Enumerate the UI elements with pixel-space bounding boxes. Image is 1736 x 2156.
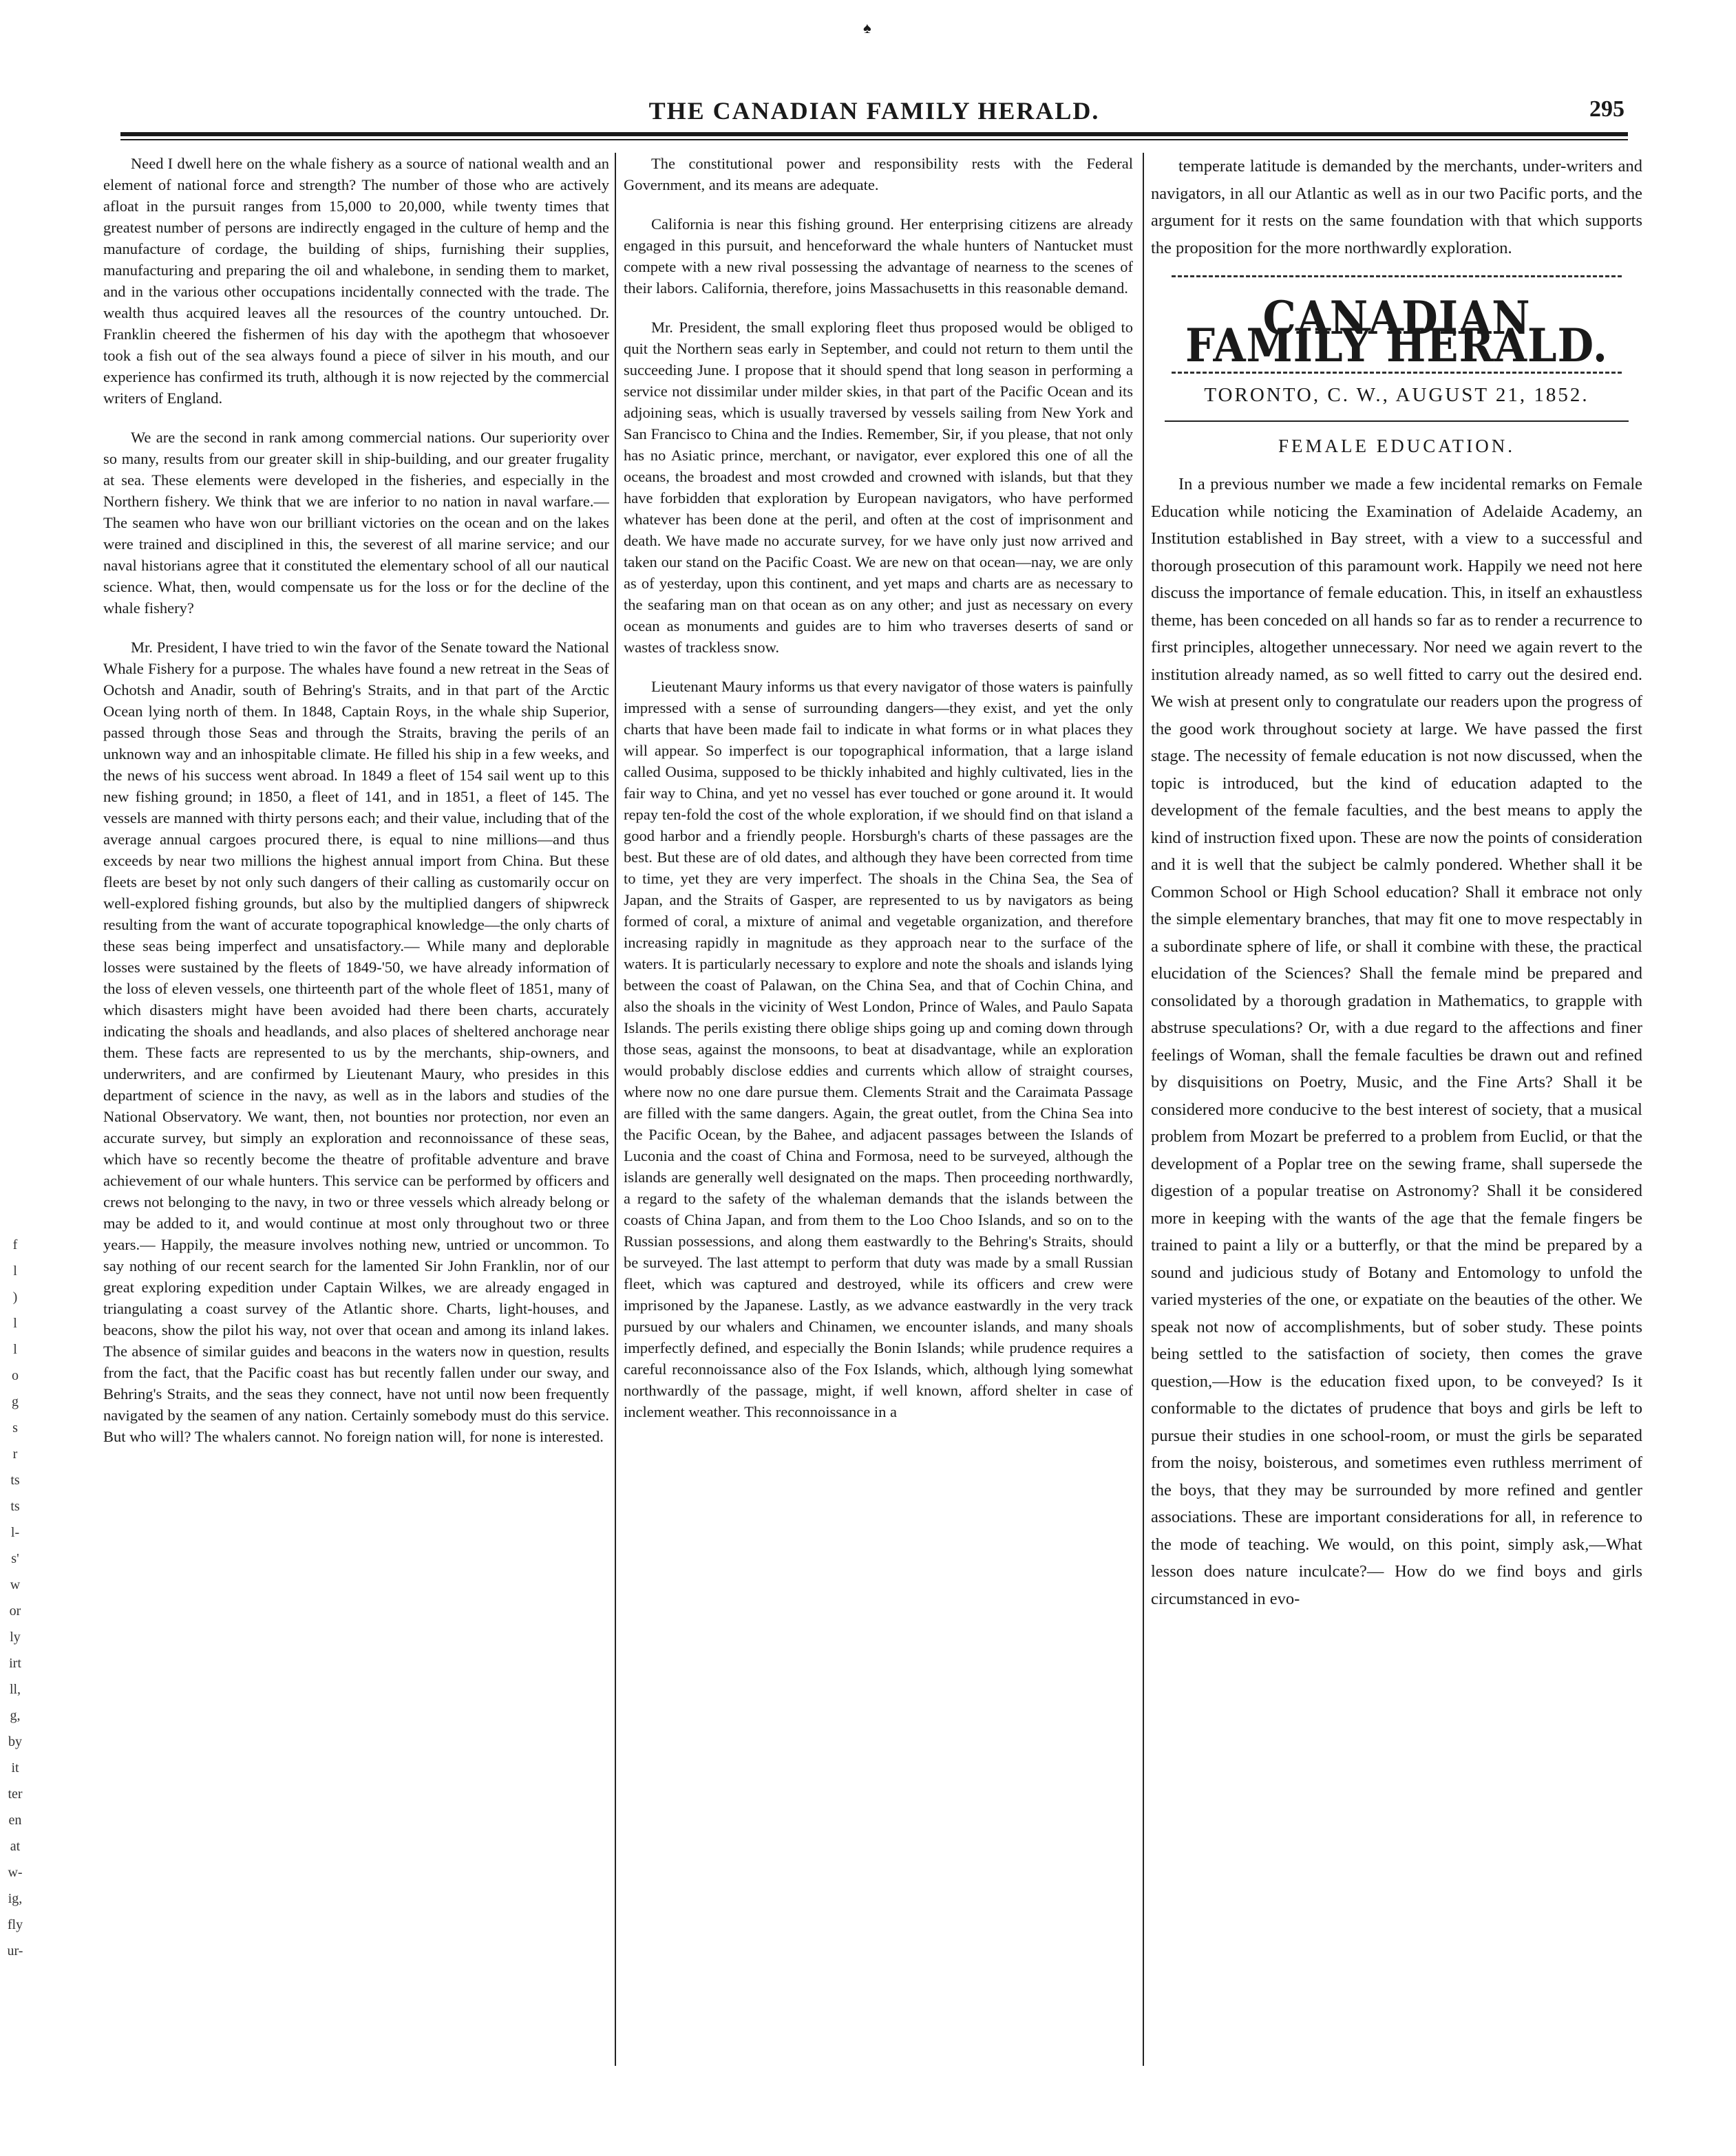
margin-fragment: ll, [9,1682,21,1697]
header-rule-thin [120,139,1628,140]
paragraph: Need I dwell here on the whale fishery as a source of national wealth and an element of national force and strength? The number of those who are actively afloat in the pursuit ranges from 15,000 to 20,000, while twenty times that greatest number of persons are indirectly engaged in the culture of hemp and the manufacture of cordage, the building of ships, furnishing their supplies, manufacturing and preparing the oil and whalebone, in sending them to market, and in the various other occupations incidentally connected with the trade. The wealth thus acquired leaves all the resources of the country untouched. Dr. Franklin cheered the fishermen of his day with the apothegm that whosoever took a fish out of the sea always found a piece of silver in his mouth, and our experience has confirmed its truth, although it is now rejected by the commercial writers of England. [103,155,609,407]
margin-fragment: f [12,1237,18,1252]
margin-fragment: ter [8,1786,23,1802]
margin-fragment: w- [8,1865,23,1880]
margin-fragment: g [12,1394,19,1409]
margin-fragment: irt [9,1656,21,1671]
paragraph: The constitutional power and responsibility rests with the Federal Government, and its means are adequate. [624,155,1133,193]
column-right [1151,153,1642,2066]
paragraph: Lieutenant Maury informs us that every navigator of those waters is painfully impressed with a sense of surrounding dangers—they exist, and yet the only charts that have been made fail to indicate in what forms or in what places they will appear. So imperfect is our topographical information, that a large island called Ousima, supposed to be thickly inhabited and highly cultivated, lies in the fair way to China, and yet no vessel has ever touched or gone around it. It would repay ten-fold the cost of the whole exploration, if we should find on that island a good harbor and a friendly people. Horsburgh's charts of these passages are the best. But these are of old dates, and although they have been corrected from time to time, yet they are very imperfect. The shoals in the China Sea, the Sea of Japan, and the Straits of Gasper, are represented to us by navigators as being formed of coral, a mixture of animal and vegetable organization, and therefore increasing rapidly in magnitude as they approach near to the surface of the waters. It is particularly necessary to explore and note the shoals and islands lying between the coast of Palawan, on the China Sea, and that of Cochin China, and also the shoals in the vicinity of West London, Prince of Wales, and Paulo Sapata Islands. The perils existing there oblige ships going up and coming down through those seas, against the monsoons, to beat at disadvantage, while an exploration would probably disclose eddies and currents which allow of straight courses, where now no one dare pursue them. Clements Strait and the Caraimata Passage are filled with the same dangers. Again, the great outlet, from the China Sea into the Pacific Ocean, by the Bahee, and adjacent passages between the Islands of Luconia and the coast of China and Formosa, need to be surveyed, although the islands are generally well designated on the maps. Then proceeding northwardly, a regard to the safety of the whaleman demands that the islands between the coasts of China Japan, and from them to the Loo Choo Islands, and so on to the Russian possessions, and along them eastwardly to the Behring's Straits, should be surveyed. The last attempt to perform that duty was made by a small Russian fleet, which was captured and destroyed, while its officers and crew were imprisoned by the Japanese. Lastly, as we advance eastwardly in the very track pursued by our whalers and Chinamen, we encounter islands, and many shoals imperfectly defined, and especially the Bonin Islands; while prudence requires a careful reconnoissance also of the Fox Islands, which, although lying somewhat northwardly of the passage, might, if well known, afford shelter in case of inclement weather. This reconnoissance in a [624,678,1133,1420]
header-rule [120,132,1628,136]
margin-fragment: or [9,1603,21,1619]
margin-fragment: ig, [8,1891,23,1906]
margin-fragment: l [13,1263,17,1279]
margin-fragment: ts [10,1473,20,1488]
paragraph: Mr. President, I have tried to win the favor of the Senate toward the National Whale Fishery for a purpose. The whales have found a new retreat in the Seas of Ochotsh and Anadir, south of Behring's Straits, and in that part of the Arctic Ocean lying north of them. In 1848, Captain Roys, in the whale ship Superior, passed through those Seas and through the Straits, braving the perils of an unknown way and an inhospitable climate. He filled his ship in a few weeks, and the news of his success went abroad. In 1849 a fleet of 154 sail went up to this new fishing ground; in 1850, a fleet of 141, and in 1851, a fleet of 145. The vessels are manned with thirty persons each; and their value, including that of the average annual cargoes procured there, is equal to nine millions—and thus exceeds by near two millions the highest annual import from China. But these fleets are beset by not only such dangers of their calling as customarily occur on well-explored fishing grounds, but also by the multiplied dangers of shipwreck resulting from the want of accurate topographical knowledge—the only charts of these seas being imperfect and unsatisfactory.— While many and deplorable losses were sustained by the fleets of 1849-'50, we have already information of the loss of eleven vessels, one thirteenth part of the whole fleet of 1851, many of which disasters might have been avoided had there been charts, accurately indicating the shoals and headlands, and also places of sheltered anchorage near them. These facts are represented to us by the merchants, ship-owners, and underwriters, and are confirmed by Lieutenant Maury, who presides in this department of science in the navy, as well as in the labors and studies of the National Observatory. We want, then, not bounties nor protection, nor even an accurate survey, but simply an exploration and reconnoissance of these seas, which have so recently become the theatre of profitable adventure and brave achievement of our whale hunters. This service can be performed by officers and crews not belonging to the navy, in two or three vessels which already belong or may be added to it, and would continue at most only throughout two or three years.— Happily, the measure involves nothing new, untried or uncommon. To say nothing of our recent search for the lamented Sir John Franklin, nor of our great exploring expedition under Captain Wilkes, we are already engaged in triangulating a coast survey of the Atlantic shore. Charts, light-houses, and beacons, show the pilot his way, not over that ocean and among its inland lakes. The absence of similar guides and beacons in the waters now in question, results from the fact, that the Pacific coast has but recently fallen under our sway, and Behring's Straits, and the seas they connect, have not until now been frequently navigated by the seamen of any nation. Certainly somebody must do this service. But who will? The whalers cannot. No foreign nation will, for none is interested. [103,639,609,1445]
continuation-paragraph: temperate latitude is demanded by the merchants, under-writers and navigators, in all our Atlantic as well as in our two Pacific ports, and the argument for it rests on the same foundation with that which supports the proposition for the more northwardly exploration. [1151,157,1642,257]
margin-fragment: s' [11,1551,19,1566]
page-number: 295 [1589,96,1624,122]
masthead: CANADIAN FAMILY HERALD. [1185,291,1609,372]
column-middle [624,153,1133,2066]
column-divider [1143,153,1144,2066]
margin-fragment: at [10,1839,21,1854]
margin-fragment: s [12,1420,18,1435]
separator [1172,275,1622,277]
margin-fragment: g, [10,1708,21,1723]
margin-fragment: by [8,1734,22,1749]
margin-fragment: o [12,1368,19,1383]
column-left [103,153,609,2066]
paragraph: California is near this fishing ground. Her enterprising citizens are already engaged in this pursuit, and henceforward the whale hunters of Nantucket must compete with a new rival possessing the advantage of nearness to the scenes of their labors. California, therefore, joins Massachusetts in this reasonable demand. [624,215,1133,297]
page-ornament: ♠ [863,19,871,36]
margin-fragment: fly [7,1917,23,1932]
margin-fragment: ts [10,1499,20,1514]
margin-fragment: ur- [7,1943,23,1958]
separator [1165,420,1629,422]
margin-fragment: l [13,1316,17,1331]
margin-fragment: en [8,1813,22,1828]
dateline: TORONTO, C. W., AUGUST 21, 1852. [1204,384,1589,406]
paragraph: We are the second in rank among commercial nations. Our superiority over so many, results from our greater skill in ship-building, and our greater frugality at sea. These elements were developed in the fisheries, and especially in the Northern fishery. We think that we are inferior to no nation in naval warfare.— The seamen who have won our brilliant victories on the ocean and on the lakes were trained and disciplined in this, the severest of all marine service; and our naval historians agree that it constituted the elementary school of all our nautical science. What, then, would compensate us for the loss or for the decline of the whale fishery? [103,429,609,617]
margin-fragment: l- [10,1525,20,1540]
margin-fragments [3,1232,28,1964]
column-divider [615,153,616,2066]
article-body: In a previous number we made a few incidental remarks on Female Education while noticing the Examination of Adelaide Academy, an Institution established in Bay street, with a view to a successful and thorough prosecution of this paramount work. Happily we need not here discuss the importance of female education. This, in itself an exhaustless theme, has been conceded on all hands so far as to render a recurrence to first principles, altogether unnecessary. Nor need we again revert to the institution already named, as so well fitted to carry out the desired end. We wish at present only to congratulate our readers upon the progress of the good work throughout society at large. We have passed the first stage. The necessity of female education is not now discussed, when the topic is introduced, but the kind of education adapted to the development of the female faculties, and the best means to apply the kind of instruction fixed upon. These are now the points of consideration and it is well that the subject be calmly pondered. Whether shall it be Common School or High School education? Shall it embrace not only the simple elementary branches, that may fit one to move respectably in a subordinate sphere of life, or shall it combine with these, the practical elucidation of the Sciences? Shall the female mind be prepared and consolidated by a thorough gradation in Mathematics, to grapple with abstruse speculations? Or, with a due regard to the affections and finer feelings of Woman, shall the female faculties be drawn out and refined by disquisitions on Poetry, Music, and the Fine Arts? Shall it be considered more conducive to the best interest of society, that a musical problem from Mozart be preferred to a problem from Euclid, or that the development of a Poplar tree on the sewing frame, shall supersede the digestion of a popular treatise on Astronomy? Shall it be considered more in keeping with the wants of the age that the female fingers be trained to paint a lily or a butterfly, or that the mind be prepared by a sound and judicious study of Botany and Entomology to unfold the varied mysteries of the one, or expatiate on the beauties of the other. We speak not now of accomplishments, but of sober study. These points being settled to the satisfaction of society, then comes the grave question,—How is the education fixed upon, to be conveyed? Is it conformable to the dictates of prudence that boys and girls be left to pursue their studies in one school-room, or must the girls be separated from the noisy, boisterous, and sometimes even ruthless merriment of the boys, that they may be surrounded by more refined and gentler associations. These are important considerations for all, in reference to the mode of teaching. We would, on this point, simply ask,—What lesson does nature inculcate?— How do we find boys and girls circumstanced in evo- [1151,475,1642,1608]
running-title: THE CANADIAN FAMILY HERALD. [648,97,1100,125]
section-title: FEMALE EDUCATION. [1278,435,1515,456]
margin-fragment: l [13,1342,17,1357]
margin-fragment: it [11,1760,19,1775]
paragraph: Mr. President, the small exploring fleet thus proposed would be obliged to quit the Northern seas early in September, and could not return to them until the succeeding June. I propose that it should spend that long season in performing a service not dissimilar under milder skies, in that part of the Pacific Ocean and its adjoining seas, which is usually traversed by vessels sailing from New York and San Francisco to China and the Indies. Remember, Sir, if you please, that not only has no Asiatic prince, merchant, or navigator, ever explored this one of all the oceans, the broadest and most crowded and crowned with islands, but that they have forbidden that exploration by European navigators, who have performed whatever has been done at the peril, and often at the cost of imprisonment and death. We have made no accurate survey, for we have only just now arrived and taken our stand on the Pacific Coast. We are new on that ocean—nay, we are only as of yesterday, upon this continent, and yet maps and charts are as necessary to the seafaring man on that ocean as on any other; and just as necessary on every ocean as monuments and guides are to him who traverses deserts of sand or wastes of trackless snow. [624,319,1133,656]
margin-fragment: ly [10,1630,21,1645]
margin-fragment: w [10,1577,21,1592]
margin-fragment: r [12,1447,18,1462]
margin-fragment: ) [12,1290,18,1305]
running-head [124,96,1624,129]
